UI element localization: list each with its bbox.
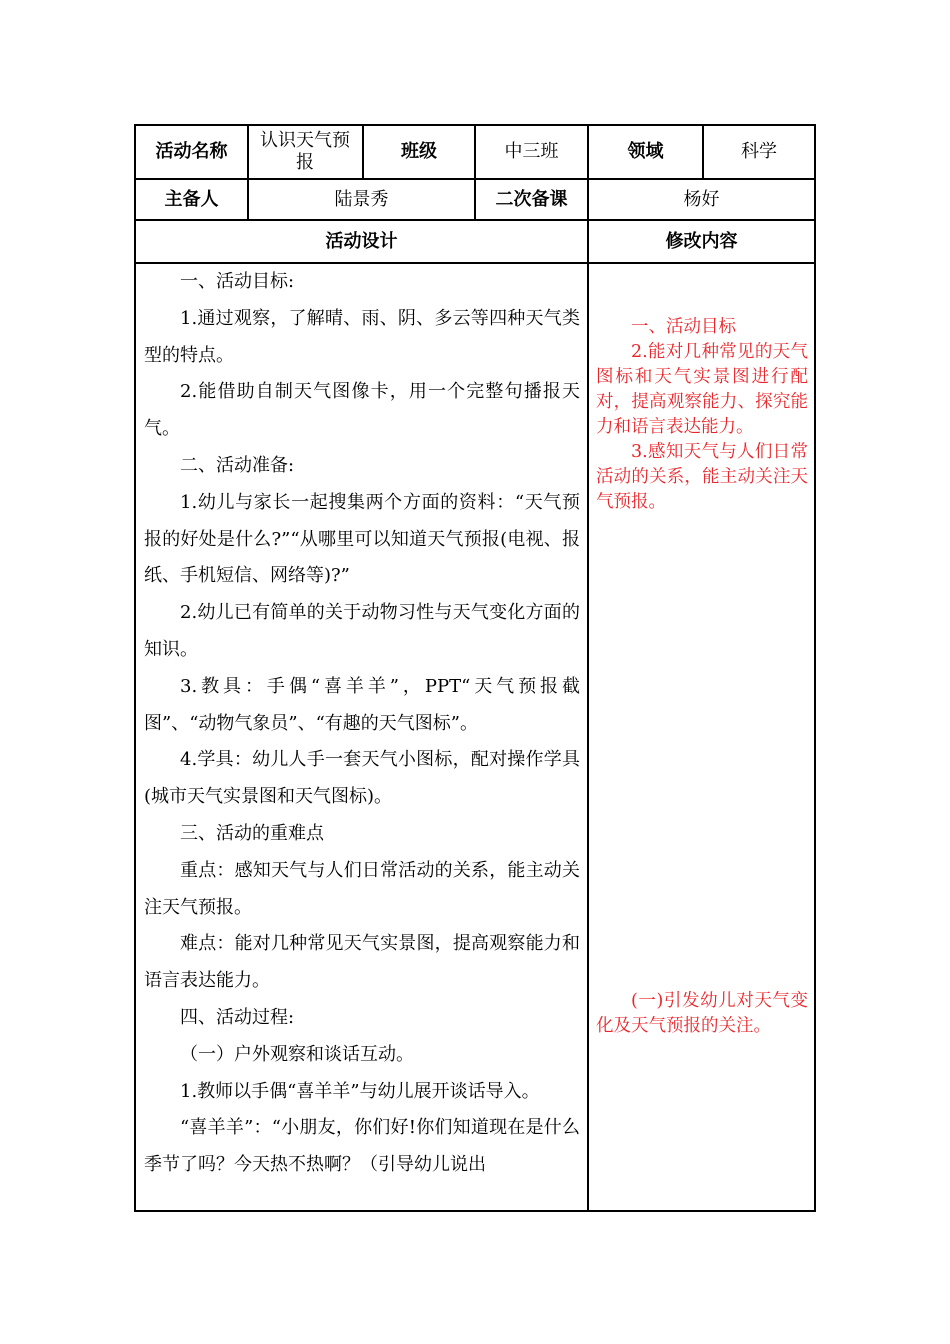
lead-teacher-value: 陆景秀 <box>334 188 389 210</box>
activity-name-value: 认识天气预报 <box>260 130 350 173</box>
lead-teacher-label: 主备人 <box>164 188 219 210</box>
class-label: 班级 <box>401 141 437 162</box>
design-paragraph: 重点：感知天气与人们日常活动的关系，能主动关注天气预报。 <box>144 859 580 918</box>
class-value: 中三班 <box>504 141 559 162</box>
second-prep-value: 杨好 <box>683 188 720 210</box>
revision-note: 一、活动目标 <box>631 317 736 337</box>
revision-note: 2.能对几种常见的天气图标和天气实景图进行配对，提高观察能力、探究能力和语言表达能力。 <box>596 342 808 437</box>
design-paragraph: 四、活动过程: <box>180 1006 295 1028</box>
field-label: 领域 <box>627 141 664 162</box>
revision-column-header: 修改内容 <box>665 230 738 252</box>
design-paragraph: 3.教具：手偶“喜羊羊”，PPT“天气预报截图”、“动物气象员”、“有趣的天气图标”。 <box>144 675 580 734</box>
table-rule <box>587 124 589 1212</box>
revision-note: 3.感知天气与人们日常活动的关系，能主动关注天气预报。 <box>596 442 808 512</box>
revision-notes-goals <box>596 315 808 515</box>
activity-name-label: 活动名称 <box>155 141 228 162</box>
design-paragraph: （一）户外观察和谈话互动。 <box>180 1043 414 1065</box>
design-paragraph: 一、活动目标: <box>180 271 295 292</box>
revision-note: (一)引发幼儿对天气变化及天气预报的关注。 <box>596 991 808 1036</box>
design-paragraph: 2.能借助自制天气图像卡，用一个完整句播报天气。 <box>144 381 580 440</box>
revision-notes-process <box>596 989 808 1039</box>
design-paragraph: 4.学具：幼儿人手一套天气小图标，配对操作学具(城市天气实景图和天气图标)。 <box>144 749 580 808</box>
design-paragraph: 1.幼儿与家长一起搜集两个方面的资料：“天气预报的好处是什么?”“从哪里可以知道天气预报(电视、报纸、手机短信、网络等)?” <box>144 491 580 587</box>
field-value: 科学 <box>741 141 777 162</box>
design-paragraph: 1.教师以手偶“喜羊羊”与幼儿展开谈话导入。 <box>180 1080 540 1102</box>
design-column-header: 活动设计 <box>325 230 398 252</box>
design-paragraph: “喜羊羊”：“小朋友，你们好!你们知道现在是什么季节了吗？今天热不热啊？（引导幼儿说出 <box>144 1117 580 1176</box>
second-prep-label: 二次备课 <box>495 188 568 210</box>
design-paragraph: 三、活动的重难点 <box>180 822 324 844</box>
design-paragraph: 1.通过观察，了解晴、雨、阴、多云等四种天气类型的特点。 <box>144 307 580 366</box>
design-paragraph: 二、活动准备: <box>180 454 295 476</box>
design-paragraph: 难点：能对几种常见天气实景图，提高观察能力和语言表达能力。 <box>144 933 580 992</box>
activity-design-body <box>144 264 580 1184</box>
design-paragraph: 2.幼儿已有简单的关于动物习性与天气变化方面的知识。 <box>144 602 580 660</box>
